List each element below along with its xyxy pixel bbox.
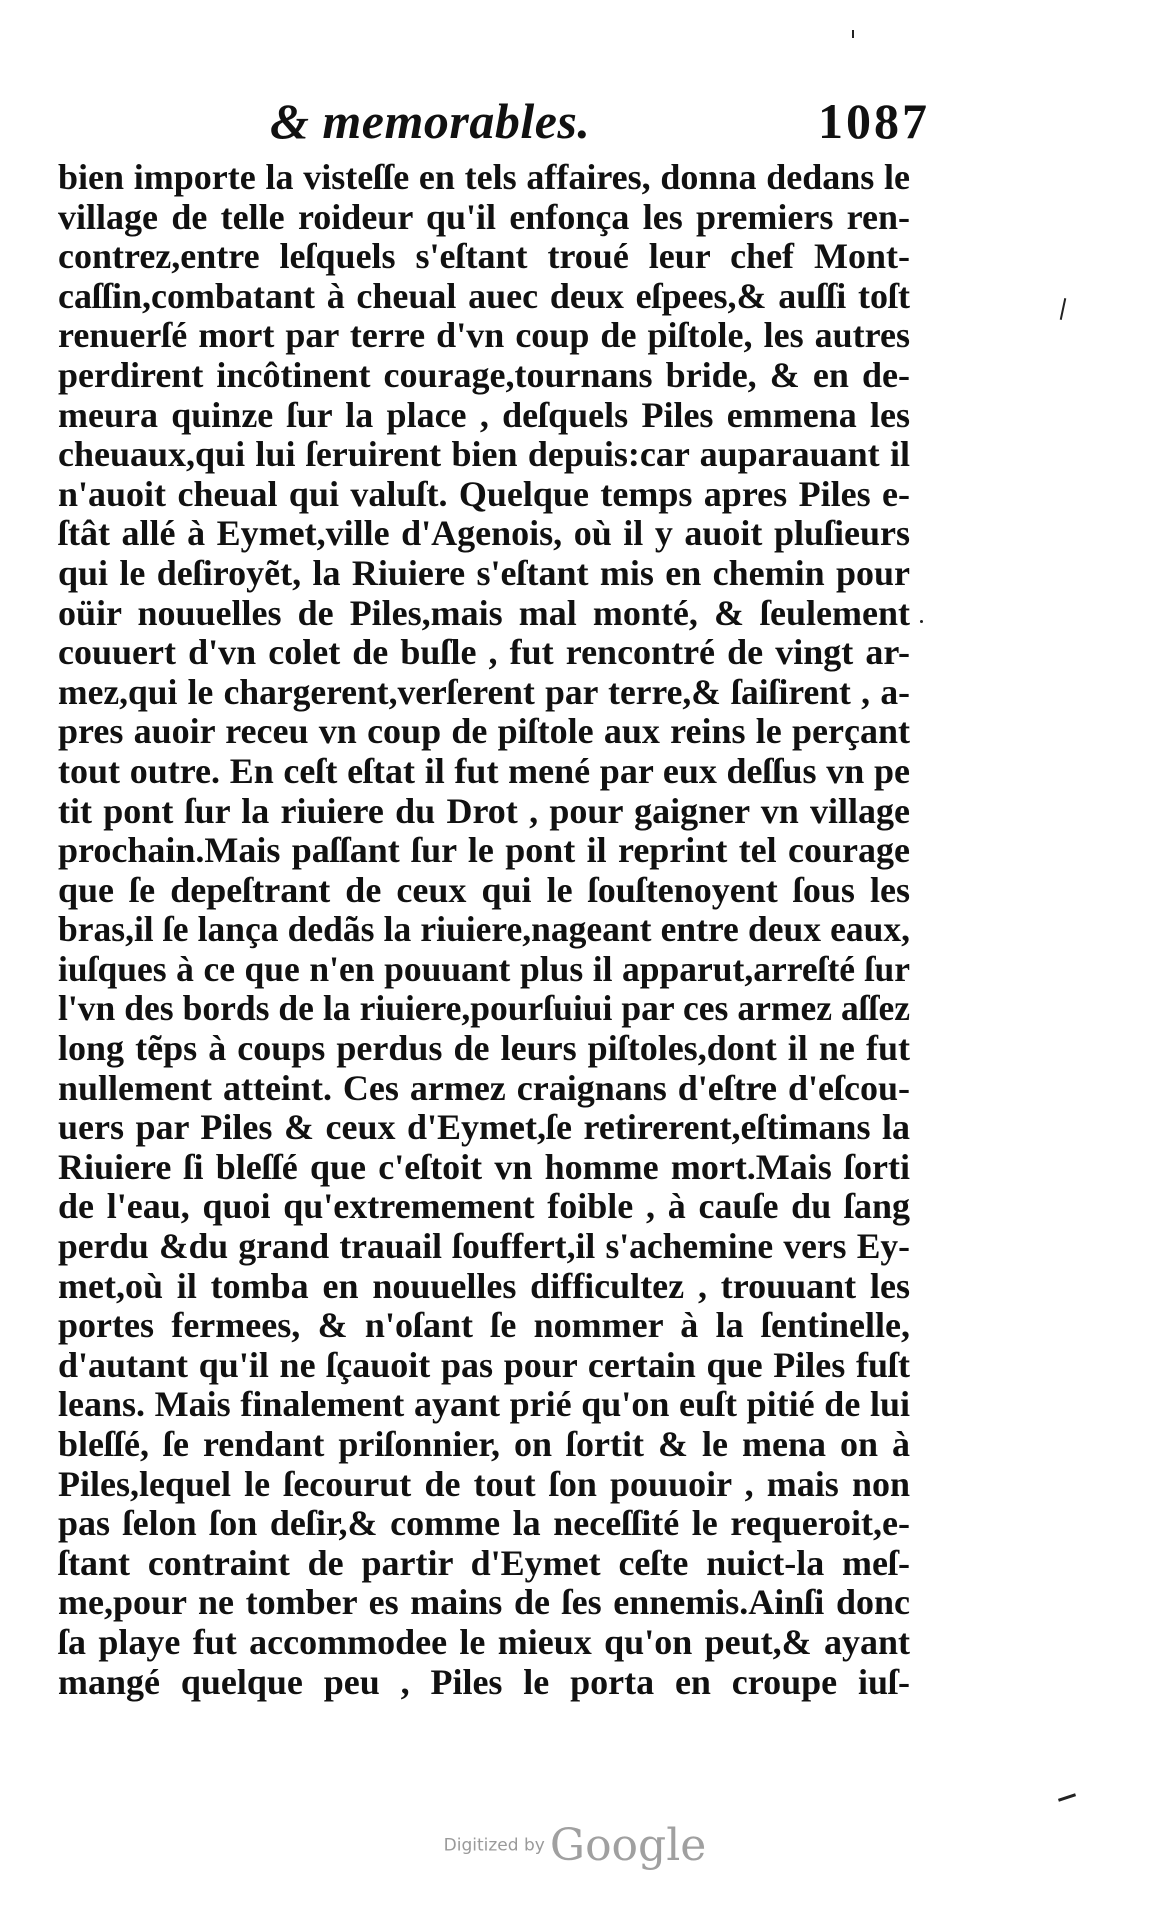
text-line: caſſin,combatant à cheual auec deux eſpees,& auſſi toſt [58, 276, 910, 316]
text-line: pas ſelon ſon deſir,& comme la neceſſité le requeroit,e- [58, 1504, 910, 1544]
text-line: portes fermees, & n'oſant ſe nommer à la ſentinelle, [58, 1306, 910, 1346]
text-line: uers par Piles & ceux d'Eymet,ſe retirerent,eſtimans la [58, 1108, 910, 1148]
text-line: l'vn des bords de la riuiere,pourſuiui par ces armez aſſez [58, 989, 910, 1029]
body-text [58, 158, 910, 1702]
text-line: bleſſé, ſe rendant priſonnier, on ſortit & le mena on à [58, 1425, 910, 1464]
scan-speck [920, 620, 923, 623]
text-line: prochain.Mais paſſant ſur le pont il reprint tel courage [58, 831, 910, 871]
text-line: iuſques à ce que n'en pouuant plus il apparut,arreſté ſur [58, 949, 910, 989]
text-line: mez,qui le chargerent,verſerent par terre,& ſaiſirent , a- [58, 672, 910, 712]
google-wordmark: Google [549, 1820, 707, 1871]
scan-speck [1060, 298, 1067, 320]
text-line: de l'eau, quoi qu'extremement foible , à cauſe du ſang [58, 1187, 910, 1227]
text-line: long tẽps à coups perdus de leurs piſtoles,dont il ne fut [58, 1029, 910, 1069]
text-line: que ſe depeſtrant de ceux qui le ſouſtenoyent ſous les [58, 870, 910, 910]
text-line: bras,il ſe lança dedãs la riuiere,nageant entre deux eaux, [58, 910, 910, 950]
text-line: me,pour ne tomber es mains de ſes ennemis.Ainſi donc [58, 1583, 910, 1623]
text-line: ſtant contraint de partir d'Eymet ceſte nuict-la meſ- [58, 1543, 910, 1583]
digitized-label: Digitized by [443, 1835, 545, 1856]
text-line: village de telle roideur qu'il enfonça les premiers ren- [58, 197, 910, 237]
text-line: tit pont ſur la riuiere du Drot , pour gaigner vn village [58, 791, 910, 831]
text-line: n'auoit cheual qui valuſt. Quelque temps apres Piles e- [58, 474, 910, 514]
text-line: d'autant qu'il ne ſçauoit pas pour certain que Piles fuſt [58, 1345, 910, 1385]
scan-speck [1058, 1793, 1076, 1801]
text-line: mangé quelque peu , Piles le porta en croupe iuſ- [58, 1662, 910, 1702]
text-line: cheuaux,qui lui ſeruirent bien depuis:car auparauant il [58, 435, 910, 475]
text-line: contrez,entre leſquels s'eſtant troué leur chef Mont- [58, 237, 910, 277]
text-line: oüir nouuelles de Piles,mais mal monté, & ſeulement [58, 593, 910, 633]
text-line: ſa playe fut accommodee le mieux qu'on peut,& ayant [58, 1622, 910, 1662]
text-line: renuerſé mort par terre d'vn coup de piſtole, les autres [58, 316, 910, 356]
text-line: Riuiere ſi bleſſé que c'eſtoit vn homme mort.Mais ſorti [58, 1147, 910, 1187]
text-line: meura quinze ſur la place , deſquels Piles emmena les [58, 395, 910, 435]
text-line: couuert d'vn colet de buſle , fut rencontré de vingt ar- [58, 633, 910, 673]
text-line: leans. Mais finalement ayant prié qu'on euſt pitié de lui [58, 1385, 910, 1425]
text-line: bien importe la visteſſe en tels affaires, donna dedans le [58, 158, 910, 197]
text-line: met,où il tomba en nouuelles difficultez , trouuant les [58, 1266, 910, 1306]
page-number: 1087 [818, 93, 930, 149]
digitized-footer [0, 1820, 1150, 1871]
text-line: tout outre. En ceſt eſtat il fut mené par eux deſſus vn pe [58, 751, 910, 791]
page-header [270, 92, 930, 148]
text-line: pres auoir receu vn coup de piſtole aux reins le perçant [58, 712, 910, 752]
text-line: perdu &du grand trauail ſouffert,il s'achemine vers Ey- [58, 1227, 910, 1267]
scan-speck [852, 30, 854, 38]
text-line: Piles,lequel le ſecourut de tout ſon pouuoir , mais non [58, 1464, 910, 1504]
text-line: qui le deſiroyẽt, la Riuiere s'eſtant mis en chemin pour [58, 553, 910, 593]
running-head: & memorables. [270, 93, 591, 149]
text-line: perdirent incôtinent courage,tournans bride, & en de- [58, 355, 910, 395]
text-line: ſtât allé à Eymet,ville d'Agenois, où il y auoit pluſieurs [58, 514, 910, 554]
text-line: nullement atteint. Ces armez craignans d'eſtre d'eſcou- [58, 1068, 910, 1108]
